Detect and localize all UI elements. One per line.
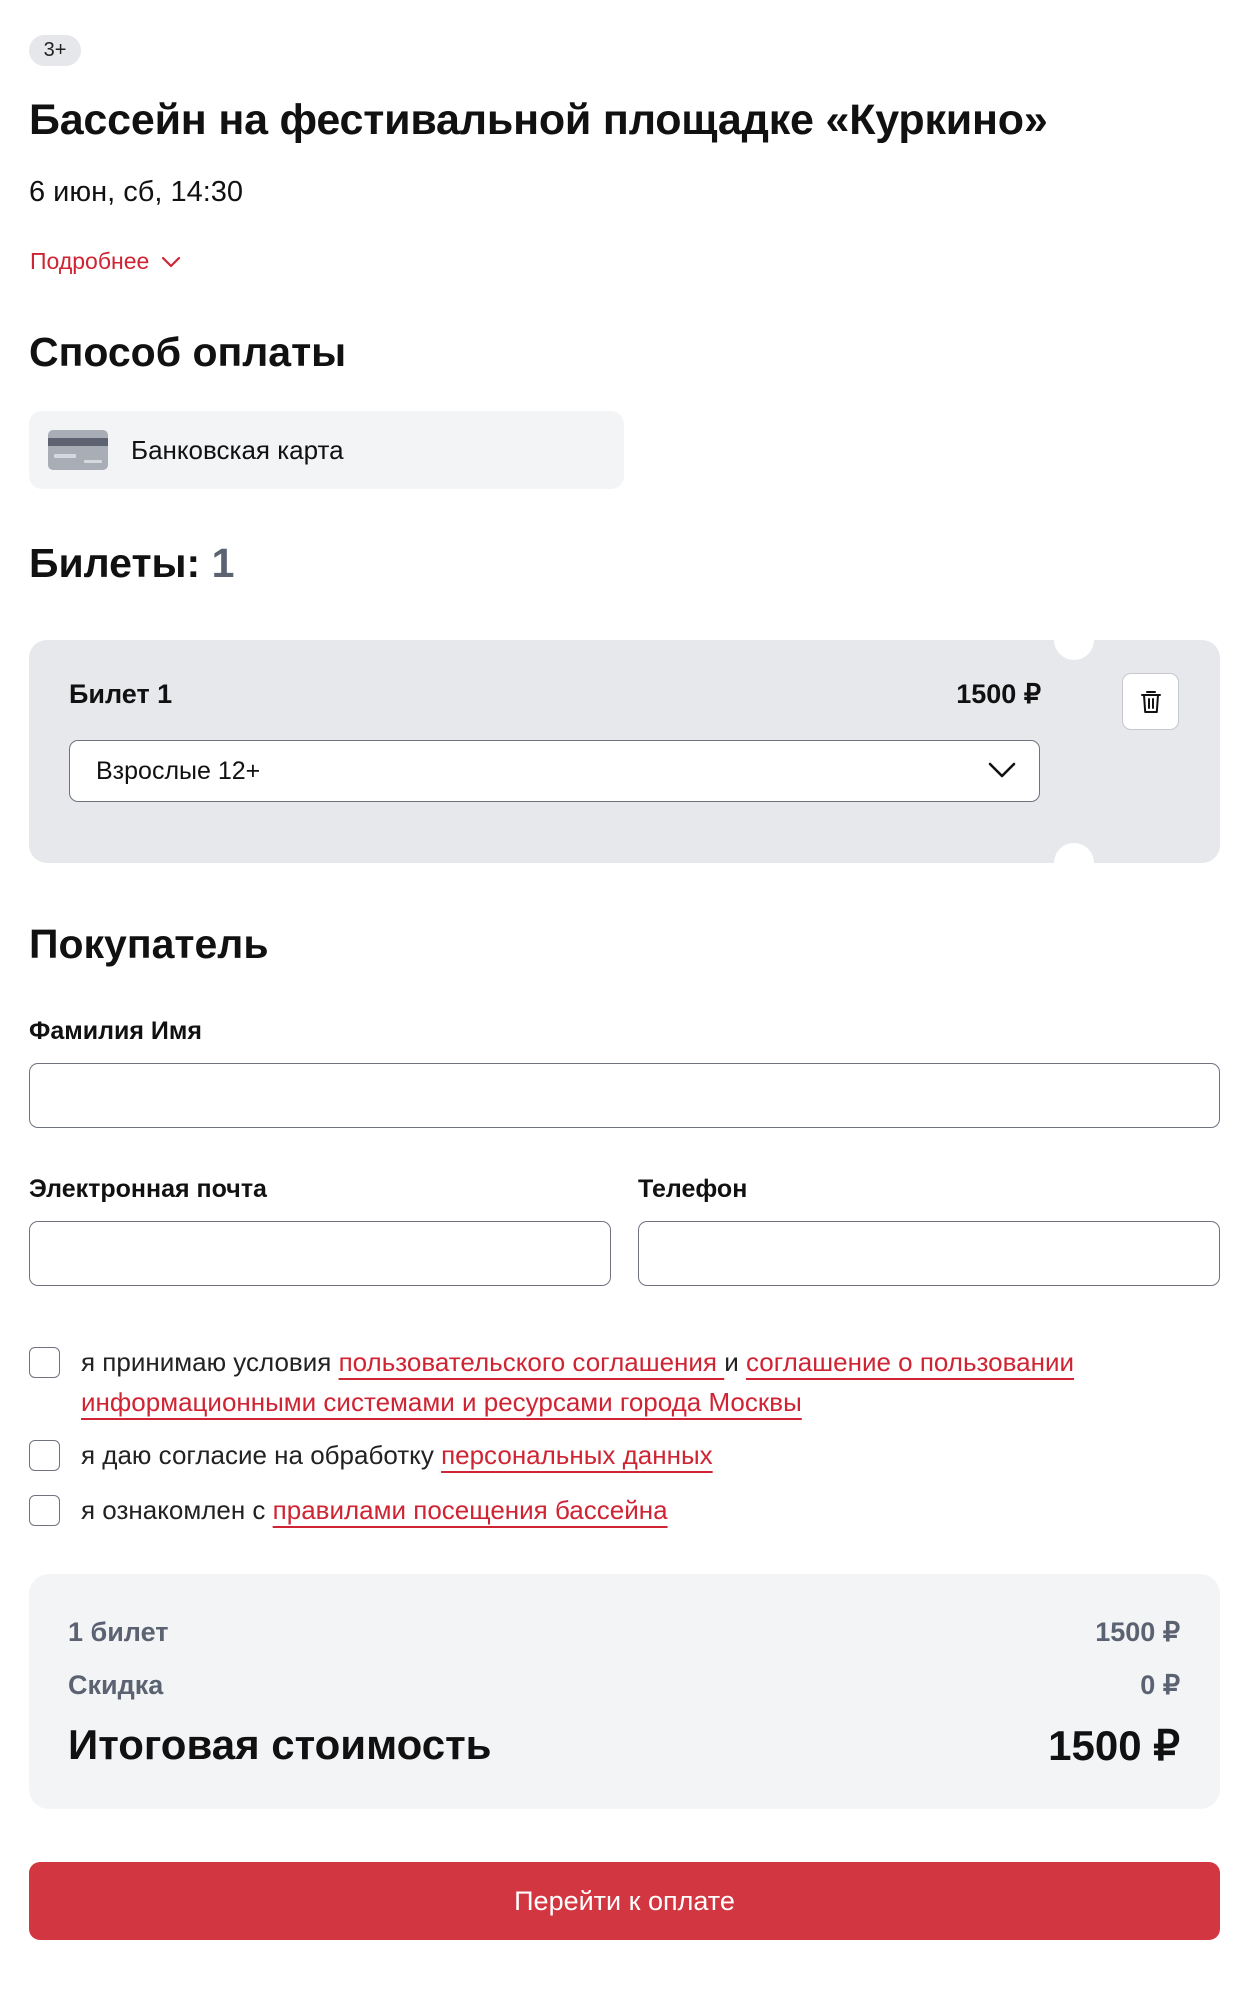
- age-rating-badge: 3+: [29, 35, 81, 66]
- pool-rules-text: [81, 1490, 668, 1530]
- tickets-section-title: [29, 540, 234, 587]
- summary-total-value: 1500 ₽: [1048, 1722, 1180, 1769]
- chevron-down-icon: [987, 760, 1017, 780]
- payment-method-label: Банковская карта: [131, 434, 344, 465]
- terms-and: и: [724, 1347, 746, 1377]
- phone-field-label: Телефон: [638, 1175, 748, 1203]
- summary-discount-value: 0 ₽: [1140, 1670, 1180, 1700]
- email-field-label: Электронная почта: [29, 1175, 267, 1203]
- information-systems-agreement-link[interactable]: соглашение о пользовании информационными системами и ресурсами города Москвы: [81, 1347, 1074, 1417]
- chevron-down-icon: [161, 256, 181, 268]
- tickets-count: 1: [211, 540, 235, 586]
- ticket-notch-top: [1054, 620, 1094, 660]
- buyer-section-title: Покупатель: [29, 921, 269, 967]
- payment-section-title: Способ оплаты: [29, 329, 347, 375]
- trash-icon: [1139, 689, 1163, 715]
- terms-agreement-text: [81, 1342, 1201, 1422]
- ticket-category-value: Взрослые 12+: [96, 756, 261, 785]
- terms-prefix: я принимаю условия: [81, 1347, 339, 1377]
- email-input[interactable]: [29, 1221, 611, 1286]
- summary-tickets-value: 1500 ₽: [1095, 1617, 1180, 1647]
- summary-tickets-label: 1 билет: [68, 1617, 169, 1647]
- pool-rules-prefix: я ознакомлен с: [81, 1495, 273, 1525]
- name-input[interactable]: [29, 1063, 1220, 1128]
- event-title: Бассейн на фестивальной площадке «Куркино»: [29, 96, 1048, 144]
- ticket-notch-bottom: [1054, 843, 1094, 883]
- event-date: 6 июн, сб, 14:30: [29, 176, 244, 208]
- details-link-label: Подробнее: [30, 248, 150, 274]
- details-toggle[interactable]: [30, 248, 181, 275]
- user-agreement-link[interactable]: пользовательского соглашения: [338, 1347, 725, 1377]
- terms-checkbox[interactable]: [29, 1347, 60, 1378]
- payment-method-bank-card[interactable]: [29, 411, 624, 489]
- summary-total-label: Итоговая стоимость: [68, 1721, 492, 1768]
- ticket-price: 1500 ₽: [956, 679, 1041, 709]
- summary-discount-label: Скидка: [68, 1670, 164, 1700]
- personal-data-prefix: я даю согласие на обработку: [81, 1440, 442, 1470]
- personal-data-checkbox[interactable]: [29, 1440, 60, 1471]
- ticket-category-select[interactable]: [69, 740, 1040, 802]
- phone-input[interactable]: [638, 1221, 1220, 1286]
- ticket-name: Билет 1: [69, 679, 173, 709]
- tickets-title-label: Билеты:: [29, 540, 201, 586]
- pool-rules-checkbox[interactable]: [29, 1495, 60, 1526]
- personal-data-link[interactable]: персональных данных: [441, 1440, 713, 1470]
- personal-data-text: [81, 1435, 713, 1475]
- delete-ticket-button[interactable]: [1122, 673, 1179, 730]
- name-field-label: Фамилия Имя: [29, 1017, 202, 1045]
- proceed-to-payment-button[interactable]: Перейти к оплате: [29, 1862, 1220, 1940]
- credit-card-icon: [48, 430, 108, 470]
- pool-rules-link[interactable]: правилами посещения бассейна: [272, 1495, 668, 1525]
